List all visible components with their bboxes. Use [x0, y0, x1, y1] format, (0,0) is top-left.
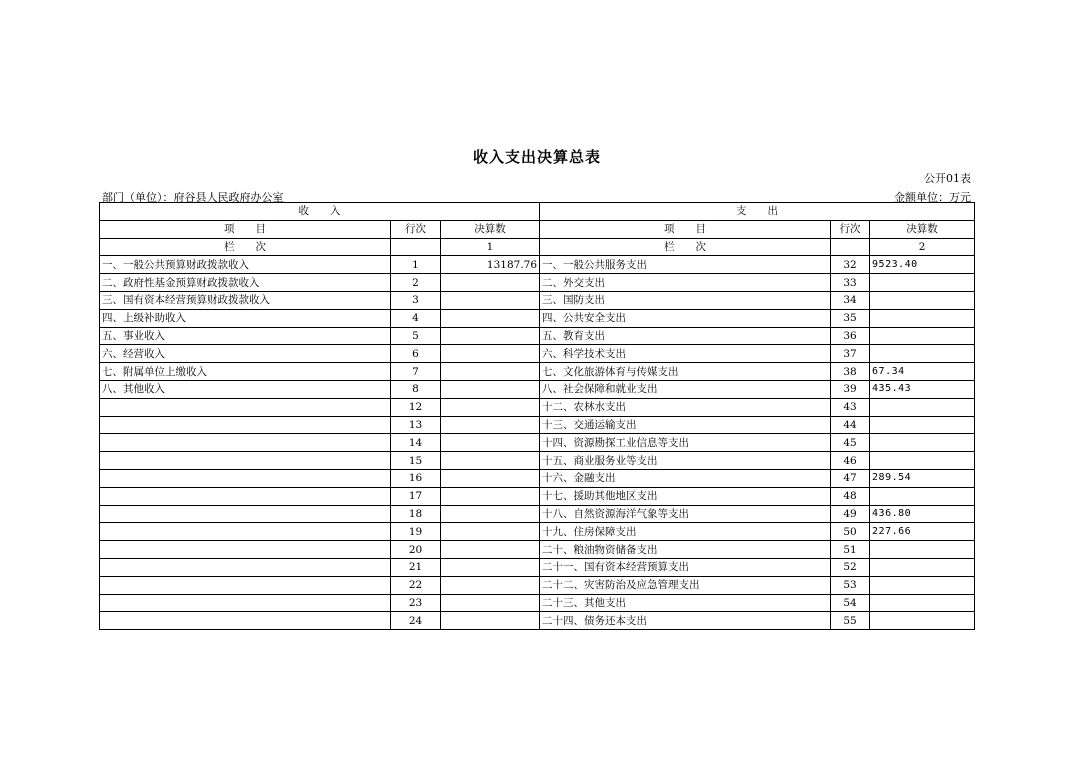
expense-column-blank: [831, 238, 870, 256]
report-title: 收入支出决算总表: [472, 148, 601, 166]
income-row-no-cell: 21: [391, 558, 441, 576]
expense-item-cell: 十七、援助其他地区支出: [540, 487, 831, 505]
expense-row-no-cell: 39: [831, 380, 870, 398]
income-amount-cell: 13187.76: [441, 256, 540, 274]
expense-item-cell: 二十四、债务还本支出: [540, 612, 831, 630]
expense-row-no-header: 行次: [831, 220, 870, 238]
income-amount-cell: [441, 380, 540, 398]
expense-item-cell: 八、社会保障和就业支出: [540, 380, 831, 398]
income-amount-cell: [441, 345, 540, 363]
income-section-header: 收 入: [100, 203, 540, 221]
income-amount-cell: [441, 558, 540, 576]
expense-amount-cell: [870, 452, 975, 470]
expense-amount-cell: 436.80: [870, 505, 975, 523]
income-item-cell: 二、政府性基金预算财政拨款收入: [100, 274, 391, 292]
income-item-cell: 四、上级补助收入: [100, 309, 391, 327]
expense-row-no-cell: 52: [831, 558, 870, 576]
income-row-no-cell: 16: [391, 469, 441, 487]
income-item-cell: 七、附属单位上缴收入: [100, 363, 391, 381]
expense-item-cell: 十四、资源勘探工业信息等支出: [540, 434, 831, 452]
income-item-cell: 三、国有资本经营预算财政拨款收入: [100, 291, 391, 309]
expense-row-no-cell: 49: [831, 505, 870, 523]
expense-amount-cell: [870, 612, 975, 630]
income-item-cell: [100, 541, 391, 559]
income-row-no-cell: 4: [391, 309, 441, 327]
income-item-cell: [100, 398, 391, 416]
income-item-cell: [100, 523, 391, 541]
income-row-no-cell: 17: [391, 487, 441, 505]
table-row: [100, 256, 975, 274]
expense-amount-cell: [870, 345, 975, 363]
income-expense-table: [99, 202, 975, 630]
expense-item-cell: 七、文化旅游体育与传媒支出: [540, 363, 831, 381]
income-amount-cell: [441, 416, 540, 434]
expense-amount-cell: [870, 327, 975, 345]
table-row: [100, 505, 975, 523]
income-item-cell: [100, 594, 391, 612]
table-row: [100, 434, 975, 452]
expense-item-cell: 五、教育支出: [540, 327, 831, 345]
table-row: [100, 541, 975, 559]
income-amount-cell: [441, 612, 540, 630]
table-row: [100, 416, 975, 434]
expense-column-number: 2: [870, 238, 975, 256]
table-row: [100, 309, 975, 327]
income-row-no-cell: 18: [391, 505, 441, 523]
income-row-no-cell: 20: [391, 541, 441, 559]
income-row-no-cell: 3: [391, 291, 441, 309]
expense-row-no-cell: 44: [831, 416, 870, 434]
income-amount-cell: [441, 487, 540, 505]
expense-amount-cell: [870, 416, 975, 434]
table-row: [100, 523, 975, 541]
expense-item-cell: 二十三、其他支出: [540, 594, 831, 612]
expense-item-cell: 四、公共安全支出: [540, 309, 831, 327]
income-row-no-header: 行次: [391, 220, 441, 238]
table-row: [100, 452, 975, 470]
form-code: 公开01表: [924, 172, 971, 185]
income-row-no-cell: 14: [391, 434, 441, 452]
income-amount-cell: [441, 327, 540, 345]
table-row: [100, 487, 975, 505]
table-row: [100, 291, 975, 309]
expense-amount-cell: [870, 291, 975, 309]
income-amount-header: 决算数: [441, 220, 540, 238]
income-item-cell: [100, 505, 391, 523]
income-item-cell: [100, 452, 391, 470]
table-row: [100, 469, 975, 487]
expense-amount-cell: [870, 594, 975, 612]
table-row: [100, 612, 975, 630]
expense-amount-cell: [870, 487, 975, 505]
income-column-blank: [391, 238, 441, 256]
income-amount-cell: [441, 274, 540, 292]
expense-row-no-cell: 43: [831, 398, 870, 416]
expense-row-no-cell: 45: [831, 434, 870, 452]
income-amount-cell: [441, 434, 540, 452]
income-row-no-cell: 7: [391, 363, 441, 381]
expense-item-cell: 六、科学技术支出: [540, 345, 831, 363]
expense-row-no-cell: 51: [831, 541, 870, 559]
expense-item-header: 项 目: [540, 220, 831, 238]
income-item-cell: [100, 469, 391, 487]
expense-item-cell: 十九、住房保障支出: [540, 523, 831, 541]
income-row-no-cell: 5: [391, 327, 441, 345]
expense-amount-cell: [870, 558, 975, 576]
expense-item-cell: 二十、粮油物资储备支出: [540, 541, 831, 559]
expense-row-no-cell: 34: [831, 291, 870, 309]
income-column-label: 栏 次: [100, 238, 391, 256]
expense-amount-cell: [870, 576, 975, 594]
expense-row-no-cell: 53: [831, 576, 870, 594]
expense-item-cell: 十二、农林水支出: [540, 398, 831, 416]
table-row: [100, 594, 975, 612]
income-item-cell: [100, 558, 391, 576]
section-header-row: [100, 203, 975, 221]
income-amount-cell: [441, 469, 540, 487]
expense-item-cell: 二十二、灾害防治及应急管理支出: [540, 576, 831, 594]
expense-row-no-cell: 50: [831, 523, 870, 541]
income-item-cell: [100, 434, 391, 452]
expense-amount-header: 决算数: [870, 220, 975, 238]
income-row-no-cell: 23: [391, 594, 441, 612]
expense-item-cell: 三、国防支出: [540, 291, 831, 309]
expense-row-no-cell: 37: [831, 345, 870, 363]
expense-amount-cell: [870, 541, 975, 559]
income-item-header: 项 目: [100, 220, 391, 238]
income-item-cell: [100, 576, 391, 594]
income-row-no-cell: 2: [391, 274, 441, 292]
table-row: [100, 398, 975, 416]
expense-item-cell: 二十一、国有资本经营预算支出: [540, 558, 831, 576]
table-row: [100, 345, 975, 363]
expense-section-header: 支 出: [540, 203, 975, 221]
table-row: [100, 274, 975, 292]
expense-item-cell: 二、外交支出: [540, 274, 831, 292]
income-amount-cell: [441, 523, 540, 541]
table-row: [100, 380, 975, 398]
expense-row-no-cell: 35: [831, 309, 870, 327]
income-row-no-cell: 8: [391, 380, 441, 398]
income-item-cell: [100, 612, 391, 630]
income-item-cell: [100, 416, 391, 434]
table-row: [100, 558, 975, 576]
income-amount-cell: [441, 452, 540, 470]
income-amount-cell: [441, 291, 540, 309]
expense-row-no-cell: 38: [831, 363, 870, 381]
expense-row-no-cell: 54: [831, 594, 870, 612]
income-item-cell: 五、事业收入: [100, 327, 391, 345]
income-column-number: 1: [441, 238, 540, 256]
expense-amount-cell: 227.66: [870, 523, 975, 541]
expense-item-cell: 十六、金融支出: [540, 469, 831, 487]
table-row: [100, 363, 975, 381]
department-label: 部门（单位）：府谷县人民政府办公室: [102, 191, 284, 204]
expense-amount-cell: 289.54: [870, 469, 975, 487]
income-row-no-cell: 22: [391, 576, 441, 594]
income-row-no-cell: 24: [391, 612, 441, 630]
income-amount-cell: [441, 505, 540, 523]
income-amount-cell: [441, 541, 540, 559]
income-amount-cell: [441, 309, 540, 327]
amount-unit-label: 金额单位：万元: [894, 191, 971, 204]
income-item-cell: 八、其他收入: [100, 380, 391, 398]
expense-row-no-cell: 47: [831, 469, 870, 487]
income-row-no-cell: 12: [391, 398, 441, 416]
income-row-no-cell: 6: [391, 345, 441, 363]
expense-amount-cell: [870, 309, 975, 327]
expense-item-cell: 一、一般公共服务支出: [540, 256, 831, 274]
income-item-cell: 六、经营收入: [100, 345, 391, 363]
income-row-no-cell: 19: [391, 523, 441, 541]
income-amount-cell: [441, 594, 540, 612]
income-item-cell: 一、一般公共预算财政拨款收入: [100, 256, 391, 274]
table-row: [100, 327, 975, 345]
expense-amount-cell: [870, 274, 975, 292]
income-row-no-cell: 1: [391, 256, 441, 274]
expense-item-cell: 十五、商业服务业等支出: [540, 452, 831, 470]
column-number-row: [100, 238, 975, 256]
expense-item-cell: 十八、自然资源海洋气象等支出: [540, 505, 831, 523]
expense-row-no-cell: 46: [831, 452, 870, 470]
expense-row-no-cell: 55: [831, 612, 870, 630]
expense-amount-cell: [870, 398, 975, 416]
table-row: [100, 576, 975, 594]
expense-row-no-cell: 36: [831, 327, 870, 345]
expense-row-no-cell: 32: [831, 256, 870, 274]
expense-amount-cell: [870, 434, 975, 452]
income-row-no-cell: 13: [391, 416, 441, 434]
expense-item-cell: 十三、交通运输支出: [540, 416, 831, 434]
expense-column-label: 栏 次: [540, 238, 831, 256]
expense-amount-cell: 435.43: [870, 380, 975, 398]
expense-row-no-cell: 33: [831, 274, 870, 292]
expense-amount-cell: 9523.40: [870, 256, 975, 274]
income-row-no-cell: 15: [391, 452, 441, 470]
income-item-cell: [100, 487, 391, 505]
expense-amount-cell: 67.34: [870, 363, 975, 381]
expense-row-no-cell: 48: [831, 487, 870, 505]
column-header-row: [100, 220, 975, 238]
income-amount-cell: [441, 576, 540, 594]
income-amount-cell: [441, 398, 540, 416]
income-amount-cell: [441, 363, 540, 381]
